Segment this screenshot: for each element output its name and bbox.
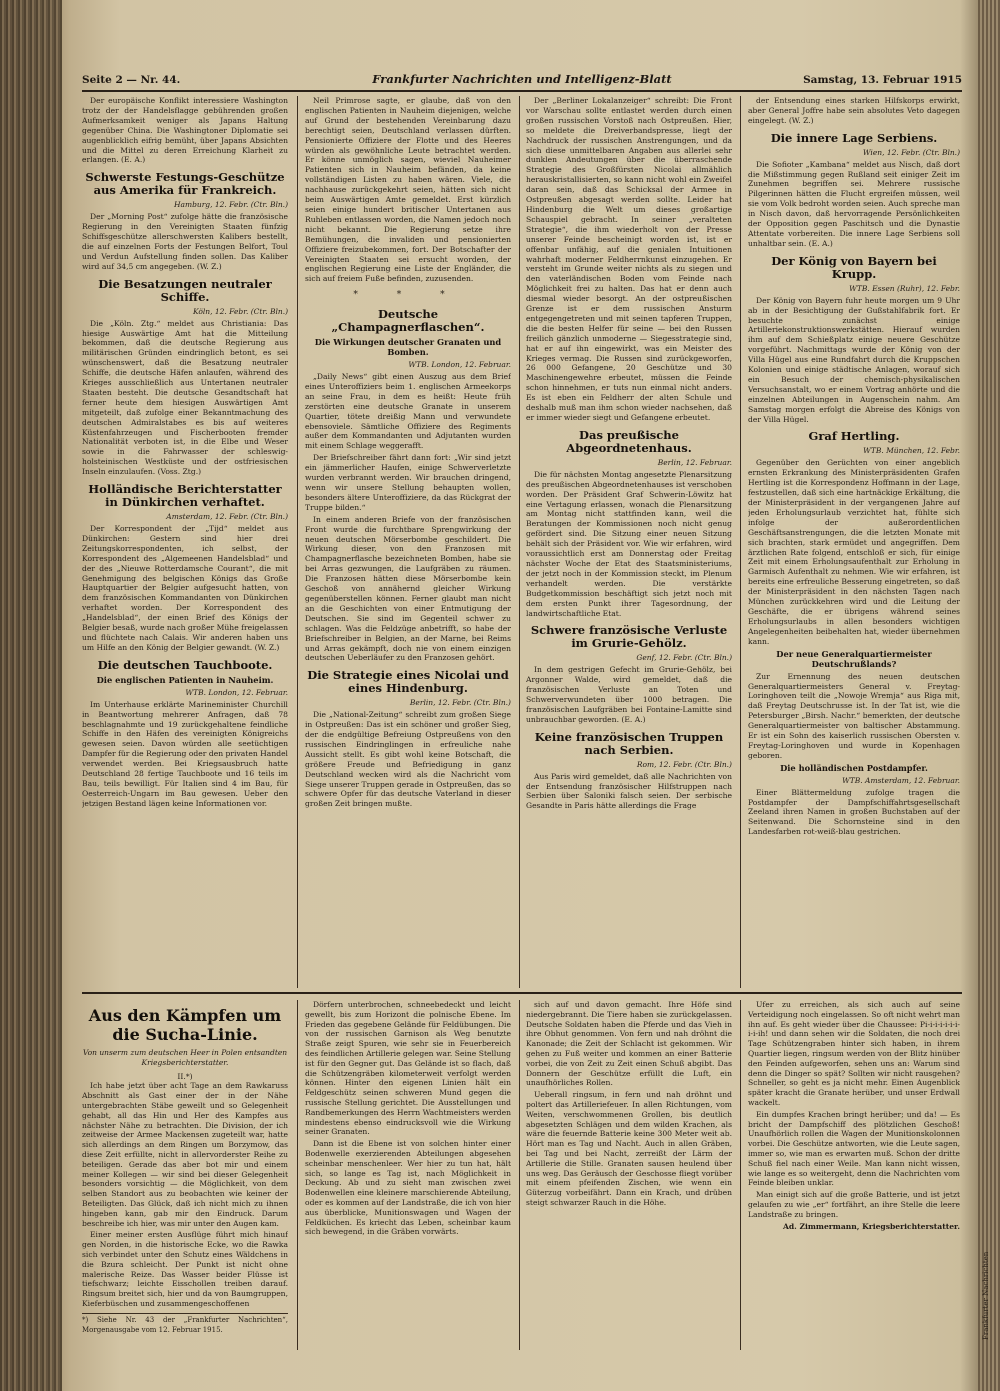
feature-column-3: [526, 1000, 732, 1350]
article-text: Die „Köln. Ztg.“ meldet aus Christiania: Das hiesige Auswärtige Amt hat die Mitteilung bekommen, daß die deutsche Regierung aus militärischen Gründen eindringlich betont, es sei wünschenswert, daß die Besatzung neutraler Schiffe, die deutsche Häfen anlaufen, während des Krieges ausschließlich aus Untertanen neutraler Staaten besteht. Die deutsche Gesandtschaft hat ferner heute dem hiesigen Auswärtigen Amt mitgeteilt, daß zufolge einer Bekanntmachung des deutschen Admiralstabes es bis auf weiteres Küstenfahrzeugen und Fischerbooten fremder Nationalität verboten ist, in die Elbe und Weser sowie in die Fahrwasser der schleswig-holsteinischen Westküste und der ostfriesischen Inseln einzulaufen. (Voss. Ztg.): [82, 318, 288, 477]
headline: Die deutschen Tauchboote.: [97, 657, 273, 672]
headline: Keine französischen Truppen nach Serbien.: [534, 729, 724, 757]
article-text: Der europäische Konflikt interessiere Washington trotz der der Handelsflagge gebührenden großen Aufmerksamkeit weniger als Japans Haltung gegenüber China. Die Washingtoner Diplomatie sei augenblicklich eifrig bemüht, über Japans Absichten und die Mittel zu deren Erreichung Klarheit zu erlangen. (E. A.): [82, 96, 288, 165]
headline: Das preußische Abgeordnetenhaus.: [566, 427, 692, 455]
subheadline: Der neue Generalquartiermeister Deutschrußlands?: [776, 648, 932, 669]
feature-column-2: [305, 1000, 511, 1350]
dateline: Rom, 12. Febr. (Ctr. Bln.): [636, 759, 732, 769]
feature-text: Dann ist die Ebene ist von solchen hinter einer Bodenwelle exerzierenden Abteilungen abgesehen scheinbar menschenleer. Wer hier zu tun hat, hält sich, so lange es Tag ist, nach Möglichkeit in Deckung. Ab und zu sieht man zwischen zwei Bodenwellen eine kleinere marschierende Abteilung, oder es kommen auf der Landstraße, die ich von hier aus überblicke, Munitionswagen und Wagen der Feldküchen. Es kriecht das Leben, scheinbar kaum sich bewegend, in die Gräben vorwärts.: [305, 1139, 511, 1237]
article-text: der Entsendung eines starken Hilfskorps erwirkt, aber General Joffre habe sein absolutes Veto dagegen eingelegt. (W. Z.): [748, 96, 960, 125]
feature-title: Aus den Kämpfen um die Sucha-Linie.: [88, 1006, 282, 1044]
dateline: Berlin, 12. Februar.: [657, 457, 732, 467]
column-divider: [519, 1000, 520, 1350]
headline: Die innere Lage Serbiens.: [770, 130, 938, 145]
headline: Schwere französische Verluste im Grurie-Gehölz.: [530, 623, 728, 651]
article-text: In einem anderen Briefe von der französischen Front wurde die furchtbare Sprengwirkung der neuen deutschen Mörserbombe geschildert. Die Wirkung dieser, von den Franzosen mit Champagnerflasche bezeichneten Bomben, habe sie bei Arras gezwungen, die Laufgräben zu räumen. Die Franzosen hätten diese Mörserbombe kein Geschoß von annähernd gleicher Wirkung gegenüberstellen können. Ferner glaubt man nicht an die Geschichten von einer Entmutigung der Deutschen. Sie sind im Gegenteil schwer zu schlagen. Was die Feldzüge anbetrifft, so habe der Briefschreiber in Belgien, an der Marne, bei Reims und Arras gekämpft, doch nie von einem einzigen deutschen Ueberläufer zu den Franzosen gehört.: [305, 514, 511, 663]
column-3: [526, 96, 732, 988]
column-divider: [740, 1000, 741, 1350]
side-margin-text: Frankfurter Nachrichten: [982, 1251, 990, 1340]
feature-text: Man einigt sich auf die große Batterie, und ist jetzt gelaufen zu wie „er“ fortfährt, an ihre Stelle die leere Landstraße zu bringen.: [748, 1190, 960, 1219]
dateline: WTB. London, 12. Februar.: [408, 360, 511, 370]
article-text: Einer Blättermeldung zufolge tragen die Postdampfer der Dampfschiffahrtsgesellschaft Zeeland ihren Namen in großen Buchstaben auf der Seitenwand. Die Schornsteine sind in den Landesfarben rot-weiß-blau gestrichen.: [748, 787, 960, 837]
feature-text: Einer meiner ersten Ausflüge führt mich hinauf gen Norden, in die historische Ecke, wo die Rawka sich verbindet unter den Schutz eines Wäldchens in die Bzura schleicht. Der Punkt ist nicht ohne malerische Reize. Das Wasser beider Flüsse ist tiefschwarz; leichte Eisschollen treiben darauf. Ringsum breitet sich, hier und da von Baumgruppen, Kieferbüschen und zusammengeschoffenen: [82, 1230, 288, 1308]
dateline: WTB. München, 12. Febr.: [863, 446, 960, 456]
headline: Deutsche „Champagnerflaschen“.: [331, 307, 485, 335]
dateline: Genf, 12. Febr. (Ctr. Bln.): [636, 653, 732, 663]
feature-text: Dörfern unterbrochen, schneebedeckt und leicht gewellt, bis zum Horizont die polnische Ebene. Im Frieden das gegebene Gelände für Feldübungen. Die von der russischen Garnison als Weg benutzte Straße zeigt Spuren, wie sehr sie in Feuerbereich des feindlichen Artillerie gelegen war. Seine Stellung ist für den Gegner gut. Das Gelände ist so flach, daß die Schützengräben kilometerweit verfolgt werden können. Hinter den eigenen Linien hält ein Feldgeschütz seinen schweren Mund gegen die russische Stellung gerichtet. Die Ausstellungen und Randbemerkungen des Herrn Wachtmeisters werden mindestens ebenso eindrucksvoll wie die Wirkung seiner Granaten.: [305, 1000, 511, 1137]
article-text: Zur Ernennung des neuen deutschen Generalquartiermeisters General v. Freytag-Loringhoven teilt die „Nowoje Wremja“ aus Riga mit, daß Freytag Deutschrusse ist. In der Tat ist, wie die Petersburger „Birsh. Nachr.“ bemerkten, der deutsche Generalquartiermeister von baltischer Abstammung. Er ist ein Sohn des kaiserlich russischen Obersten v. Freytag-Loringhoven und wurde in Kopenhagen geboren.: [748, 671, 960, 760]
part-number: II.*): [177, 1071, 193, 1081]
dateline: Köln, 12. Febr. (Ctr. Bln.): [192, 306, 288, 316]
dateline: Hamburg, 12. Febr. (Ctr. Bln.): [173, 200, 288, 210]
newspaper-title: Frankfurter Nachrichten und Intelligenz-Blatt: [372, 72, 672, 86]
headline: Graf Hertling.: [808, 429, 900, 444]
dateline: WTB. Amsterdam, 12. Februar.: [842, 775, 960, 785]
feature-text: Ufer zu erreichen, als sich auch auf seine Verteidigung noch eingelassen. So oft nicht wehrt man ihn auf. Es geht wieder über die Chaussee: Pi-i-i-i-i-i-i-i-i-ih! und dann sehen wir die Soldaten, die noch drei Tage Schützengraben hinter sich haben, in ihrem Quartier liegen, ringsum werden von der Blitz hinüber den Feinden aufgeworfen, sehen uns an: Warum sind denn die Dinger so spät? Sollten wir nicht rausgehen? Schneller, so geht es ja nicht mehr. Einen Augenblick später kracht die Granate herüber, und unser Erdwall wackelt.: [748, 1000, 960, 1107]
article-text: Der Briefschreiber fährt dann fort: „Wir sind jetzt ein jämmerlicher Haufen, einige Schwerverletzte wurden verbrannt werden. Wir brauchen dringend, wenn wir unsere Stellung behaupten wollen, besonders ältere Unteroffiziere, da das Rückgrat der Truppe bilden.“: [305, 453, 511, 512]
article-text: Die für nächsten Montag angesetzte Plenarsitzung des preußischen Abgeordnetenhauses ist verschoben worden. Der Präsident Graf Schwerin-Löwitz hat eine Vertagung erlassen, wonach die Plenarsitzung am Montag nicht stattfinden kann, weil die Beratungen der Kommissionen noch nicht genug gefördert sind. Die Sitzung einer neuen Sitzung behält sich der Präsident vor. Wie wir erfahren, wird voraussichtlich erst am Donnerstag oder Freitag nächster Woche der Etat des Staatsministeriums, der jetzt noch in der Kommission steckt, im Plenum verhandelt werden. Die verstärkte Budgetkommission beschäftigt sich jetzt noch mit dem ersten Punkt ihrer Tagesordnung, der landwirtschaftliche Etat.: [526, 469, 732, 618]
dateline: Amsterdam, 12. Febr. (Ctr. Bln.): [166, 512, 288, 522]
article-text: Die „National-Zeitung“ schreibt zum großen Siege in Ostpreußen: Das ist ein schöner und großer Sieg, der die endgültige Befreiung Ostpreußens von den russischen Eindringlingen in erfreuliche nahe Aussicht stellt. Es gibt wohl keine Botschaft, die größere Freude und Befriedigung in ganz Deutschland wecken wird als die Nachricht vom Siege unserer Truppen gerade in Ostpreußen, das so schwere Opfer für das deutsche Vaterland in dieser großen Zeit bringen mußte.: [305, 710, 511, 809]
column-divider: [519, 96, 520, 988]
article-text: Der König von Bayern fuhr heute morgen um 9 Uhr ab in der Besichtigung der Gußstahlfabrik fort. Er besuchte zunächst einige Artilleriekonstruktionswerkstätten. Hierauf wurden ihm auf dem Schießplatz einige neuere Geschütze vorgeführt. Nachmittags wurde der König von der Villa Hügel aus eine Rundfahrt durch die Kruppschen Kolonien und einige städtische Anlagen, worauf sich ein Besuch der chemisch-physikalischen Versuchsanstalt, wo er einem Vortrag anhörte und die einzelnen Abteilungen in Augenschein nahm. Am Samstag morgen erfolgt die Abreise des Königs von der Villa Hügel.: [748, 295, 960, 424]
article-text: In dem gestrigen Gefecht im Grurie-Gehölz, bei Argonner Walde, wird gemeldet, daß die französischen Verluste an Toten und Schwerverwundeten über 1000 betragen. Die französischen Laufgräben bei Fontaine-Lamitte sind unbrauchbar geworden. (E. A.): [526, 665, 732, 724]
column-divider: [297, 1000, 298, 1350]
headline: Die Besatzungen neutraler Schiffe.: [98, 276, 272, 304]
column-4: [748, 96, 960, 988]
binding-spine: [0, 0, 62, 1391]
column-1: [82, 96, 288, 988]
article-text: Im Unterhause erklärte Marineminister Churchill in Beantwortung mehrerer Anfragen, daß 78 beschlagnahmte und 19 zurückgehaltene feindliche Schiffe in den Häfen des vereinigten Königreichs gewesen seien. Davon würden alle seetüchtigen Dampfer für die Regierung oder den privaten Handel verwendet werden. Bei Kriegsausbruch hatte Deutschland 28 fertige Tauchboote und 16 teils im Bau, teils bewilligt. Für Italien sind 4 im Bau, für Oesterreich-Ungarn im Bau gewesen. Ueber den jetzigen Bestand lägen keine Informationen vor.: [82, 699, 288, 808]
headline: Der König von Bayern bei Krupp.: [771, 253, 937, 281]
headline: Holländische Berichterstatter in Dünkirchen verhaftet.: [88, 482, 282, 510]
feature-column-4: [748, 1000, 960, 1350]
column-2: [305, 96, 511, 988]
article-text: Aus Paris wird gemeldet, daß alle Nachrichten von der Entsendung französischer Hilfstruppen nach Serbien über Saloniki falsch seien. Der serbische Gesandte in Paris hätte allerdings die Frage: [526, 771, 732, 811]
subheadline: Die holländischen Postdampfer.: [780, 762, 928, 773]
feature-text: Ein dumpfes Krachen bringt herüber; und da! — Es bricht der Dampfschiff des plötzlichen Geschoß! Unaufhörlich rollen die Wagen der Munitionskolonnen vorbei. Die Geschütze antworten, wie die Leute sagen, immer so, wie man es erwarten muß. Schon der dritte Schuß fiel nach einer Weile. Man kann nicht wissen, wie lange es so weitergeht, denn die Nachrichten vom Feinde bleiben unklar.: [748, 1109, 960, 1188]
footnote: *) Siehe Nr. 43 der „Frankfurter Nachrichten“, Morgenausgabe vom 12. Februar 1915.: [82, 1313, 288, 1336]
section-separator: * * *: [353, 290, 463, 301]
feature-text: sich auf und davon gemacht. Ihre Höfe sind niedergebrannt. Die Tiere haben sie zurückgelassen. Deutsche Soldaten haben die Pferde und das Vieh in ihre Obhut genommen. Von fern und nah dröhnt die Kanonade; die Zeit der Schlacht ist gekommen. Wir gehen zu Fuß weiter und kommen an einer Batterie vorbei, die von Zeit zu Zeit einen Schuß abgibt. Das Donnern der Geschütze erfüllt die Luft, ein unaufhörliches Rollen.: [526, 1000, 732, 1088]
author-signature: Ad. Zimmermann, Kriegsberichterstatter.: [782, 1221, 960, 1231]
article-text: „Daily News“ gibt einen Auszug aus dem Brief eines Unteroffiziers beim 1. englischen Armeekorps an seine Frau, in dem es heißt: Heute früh zerstörten eine deutsche Granate in unserem Quartier, tötete dreißig Mann und verwundete ebensoviele. Sämtliche Offiziere des Regiments außer dem Kommandanten und Adjutanten wurden mit einem Schlage weggerafft.: [305, 372, 511, 451]
headline: Die Strategie eines Nicolai und eines Hindenburg.: [307, 668, 509, 696]
article-text: Gegenüber den Gerüchten von einer angeblich ernsten Erkrankung des Ministerpräsidenten Grafen Hertling ist die Korrespondenz Hoffmann in der Lage, festzustellen, daß sich eine hartnäckige Erkältung, die der Ministerpräsident in der vergangenen Jahre auf jeden Erholungsurlaub verzichtet hat, fühlte sich infolge der außerordentlichen Geschäftsanstrengungen, die die letzten Monate mit sich brachten, stark ermüdet und angegriffen. Dem ärztlichen Rate folgend, entschloß er sich, für einige Zeit mit einem Erholungsaufenthalt zur Erholung in Garmisch Aufenthalt zu nehmen. Wie wir erfahren, ist bereits eine erfreuliche Besserung eingetreten, so daß der Ministerpräsident in den nächsten Tagen nach München zurückkehren wird und die Leitung der Geschäfte, die er übrigens während seines Erholungsurlaubs in allen besonders wichtigen Angelegenheiten beibehalten hat, wieder übernehmen kann.: [748, 458, 960, 646]
feature-text: Ich habe jetzt über acht Tage an dem Rawkaruss Abschnitt als Gast einer der in der Nähe untergebrachten Stäbe geweilt und so Gelegenheit gehabt, all das Hin und Her des Kampfes aus nächster Nähe zu betrachten. Die Division, der ich zeitweise der Armee Mackensen zugeteilt war, hatte sich allerdings an dem Ringen um Borzymow, das diese Zeit erfüllte, nicht in allervorderster Reihe zu beteiligen. Gerade das aber bot mir und einem meiner Kollegen — wir sind bei dieser Gelegenheit besonders vorsichtig — die Möglichkeit, von dem selben Standort aus zu beobachten wie keiner der Beteiligten. Das Glück, daß ich nicht mich zu ihnen hingeben kann, gab mir den Eindruck. Darum beschreibe ich hier, was mir unter den Augen kam.: [82, 1081, 288, 1228]
subheadline: Die englischen Patienten in Nauheim.: [96, 674, 274, 685]
dateline: WTB. London, 12. Februar.: [185, 687, 288, 697]
dateline: WTB. Essen (Ruhr), 12. Febr.: [849, 283, 960, 293]
article-text: Der „Morning Post“ zufolge hätte die französische Regierung in den Vereinigten Staaten fünfzig Schiffsgeschütze allerschwersten Kalibers bestellt, die auf einzelnen Forts der Festungen Belfort, Toul und Verdun Aufstellung finden sollen. Das Kaliber wird auf 34,5 cm angegeben. (W. Z.): [82, 212, 288, 271]
headline: Schwerste Festungs-Geschütze aus Amerika für Frankreich.: [85, 170, 285, 198]
article-text: Die Sofioter „Kambana“ meldet aus Nisch, daß dort die Mißstimmung gegen Rußland seit einiger Zeit im Zunehmen begriffen sei. Mehrere russische Pilgerinnen hätten die Flucht ergreifen müssen, weil sie vom Volk bedroht worden seien. Auch spreche man in Nisch davon, daß hervorragende Persönlichkeiten der Opposition gegen Paschitsch und die Dynastie Attentate vorbereiten. Die innere Lage Serbiens soll unhaltbar sein. (E. A.): [748, 159, 960, 248]
article-text: Der Korrespondent der „Tijd“ meldet aus Dünkirchen: Gestern sind hier drei Zeitungskorrespondenten, ich selbst, der Korrespondent des „Algemeenen Handelsblad“ und der des „Nieuwe Rotterdamsche Courant“, die mit Genehmigung des belgischen Königs das Große Hauptquartier der Belgier aufgesucht hatten, von dem französischen Kommandanten von Dünkirchen verhaftet worden. Der Korrespondent des „Handelsblad“, der einen Brief des Königs der Belgier besaß, wurde nach großer Mühe freigelassen und flüchtete nach Calais. Wir anderen haben uns um Hilfe an den König der Belgier gewandt. (W. Z.): [82, 524, 288, 652]
feature-text: Ueberall ringsum, in fern und nah dröhnt und poltert das Artilleriefeuer. In allen Richtungen, vom Weiten, verschwommenen Grollen, bis deutlich abgesetzten Schlägen und dem wilden Krachen, als wäre die feuernde Batterie keine 300 Meter weit ab. Hört man es Tag und Nacht. Auch in allen Gräben, bei Tag und bei Nacht, zerreißt der Lärm der Artillerie die Stille. Granaten sausen heulend über uns weg. Das Geräusch der Geschosse fliegt vorüber mit einem pfeifenden Zischen, wie wenn ein Güterzug vorbeifährt. Dann ein Krach, und drüben steigt schwarzer Rauch in die Höhe.: [526, 1090, 732, 1207]
section-rule: [82, 992, 962, 994]
feature-byline: Von unserm zum deutschen Heer in Polen entsandten Kriegsberichterstatter.: [82, 1048, 288, 1067]
feature-column-1: [82, 1000, 288, 1350]
issue-date: Samstag, 13. Februar 1915: [803, 74, 962, 86]
column-divider: [740, 96, 741, 988]
masthead: [82, 70, 962, 92]
column-divider: [297, 96, 298, 988]
article-text: Neil Primrose sagte, er glaube, daß von den englischen Patienten in Nauheim diejenigen, welche auf Grund der bestehenden Vereinbarung dazu berechtigt seien, Deutschland verlassen dürften. Pensionierte Offiziere der Flotte und des Heeres würden als gewöhnliche Leute betrachtet werden. Er könne unmöglich sagen, wieviel Nauheimer Patienten sich in Nauheim befänden, da keine vollständigen Listen zu haben wären. Viele, die nachhause zurückgekehrt seien, hätten sich nicht beim Auswärtigen Amte gemeldet. Erst kürzlich seien einige hundert britischer Untertanen aus Ruhleben entlassen worden, die Namen jedoch noch nicht bekannt. Die Regierung setze ihre Bemühungen, die invaliden und pensionierten Offiziere freizubekommen, fort. Der Botschafter der Vereinigten Staaten sei ersucht worden, der englischen Regierung eine Liste der Engländer, die sich auf freiem Fuße befinden, zuzusenden.: [305, 96, 511, 284]
article-text: Der „Berliner Lokalanzeiger“ schreibt: Die Front vor Warschau sollte entlastet werden durch einen großen russischen Vorstoß nach Ostpreußen. Hier, so meldete die Dreiverbandspresse, liegt der Nachdruck der russischen Anstrengungen, und da sich diese unmittelbaren Angaben aus allerlei sehr dunklen Andeutungen über die überraschende Strategie des Großfürsten Nicolai allmählich herauskristallisierten, so kann nicht wohl ein Zweifel daran sein, daß das Schicksal der Armee in Ostpreußen abgesagt werden sollte. Leider hat Hindenburg die Welt um dieses großartige Schauspiel gebracht. In seiner „veralteten Strategie“, die ihm wiederholt von der Presse unserer Feinde bescheinigt worden ist, ist er offenbar unfähig, auf die genialen Intuitionen wahrhaft moderner Feldherrnkunst einzugehen. Er versteht im Grunde weiter nichts als zu siegen und den vaterländischen Boden vom Feinde nach Möglichkeit frei zu halten. Das hat er denn auch diesmal wieder besorgt. An der ostpreußischen Grenze ist er dem russischen Ansturm entgegengetreten und mit seinen tapferen Truppen, die die besten Helfer für seine — bei den Russen freilich gänzlich unmoderne — Siegesstrategie sind, hat er auf ihn eingewirkt, was ein Meister des Krieges vermag. Die Russen sind zurückgeworfen, 26 000 Gefangene, 20 Geschütze und 30 Maschinengewehre erbeutet, müssen die Feinde schon hinnehmen, er tuts nun einmal nicht anders. Es ist eben ein Feldherr der alten Schule und deshalb muß man ihm schon wieder nachsehen, daß er immer wieder siegt und Gefangene erbeutet.: [526, 96, 732, 422]
subheadline: Die Wirkungen deutscher Granaten und Bomben.: [314, 337, 502, 358]
dateline: Berlin, 12. Febr. (Ctr. Bln.): [409, 698, 511, 708]
page-number: Seite 2 — Nr. 44.: [82, 74, 181, 86]
dateline: Wien, 12. Febr. (Ctr. Bln.): [862, 147, 960, 157]
